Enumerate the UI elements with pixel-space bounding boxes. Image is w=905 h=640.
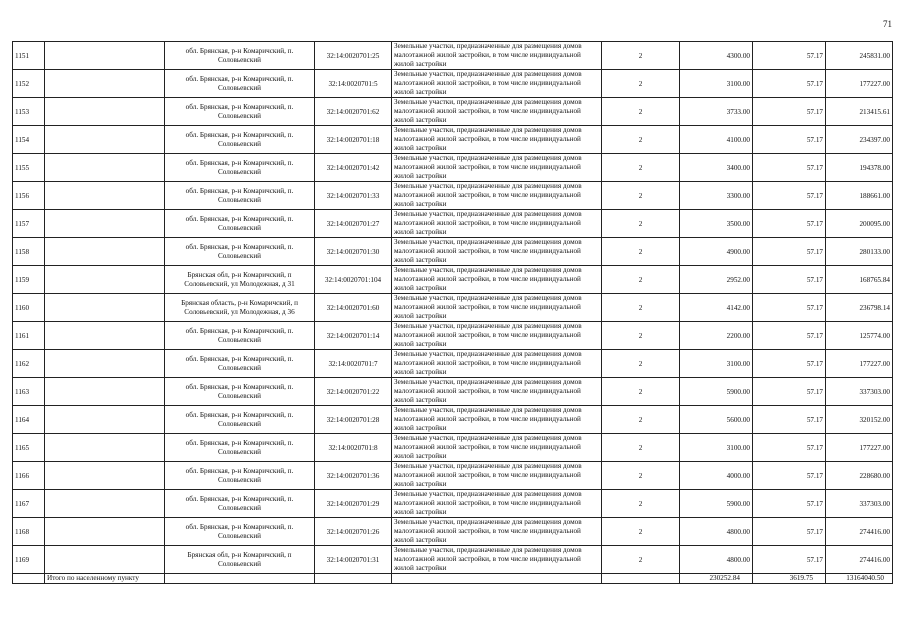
- row-land-use: Земельные участки, предназначенные для размещения домов малоэтажной жилой застройки, в том числе индивидуальной жилой застройки: [392, 294, 602, 322]
- row-area: 3500.00: [680, 210, 753, 238]
- row-address: обл. Брянская, р-н Комаричский, п. Соловьевский: [165, 210, 315, 238]
- row-category: 2: [602, 518, 680, 546]
- row-rate: 57.17: [753, 154, 826, 182]
- row-cadastral-value: 177227.00: [826, 70, 893, 98]
- row-address: обл. Брянская, р-н Комаричский, п. Соловьевский: [165, 518, 315, 546]
- row-address: обл. Брянская, р-н Комаричский, п. Соловьевский: [165, 434, 315, 462]
- row-land-use: Земельные участки, предназначенные для размещения домов малоэтажной жилой застройки, в том числе индивидуальной жилой застройки: [392, 210, 602, 238]
- row-cadastral-number: 32:14:0020701:29: [315, 490, 392, 518]
- row-cadastral-value: 168765.84: [826, 266, 893, 294]
- row-land-use: Земельные участки, предназначенные для размещения домов малоэтажной жилой застройки, в том числе индивидуальной жилой застройки: [392, 98, 602, 126]
- row-area: 4100.00: [680, 126, 753, 154]
- table-row: [13, 266, 893, 294]
- row-rate: 57.17: [753, 126, 826, 154]
- row-address: Брянская обл, р-н Комаричский, п Соловьевский: [165, 546, 315, 574]
- row-cadastral-number: 32:14:0020701:27: [315, 210, 392, 238]
- row-rate: 57.17: [753, 98, 826, 126]
- row-rate: 57.17: [753, 462, 826, 490]
- row-category: 2: [602, 294, 680, 322]
- total-rate: 3619.75: [753, 574, 826, 584]
- row-address: обл. Брянская, р-н Комаричский, п. Соловьевский: [165, 490, 315, 518]
- row-area: 3100.00: [680, 70, 753, 98]
- table-row: [13, 434, 893, 462]
- row-cadastral-number: 32:14:0020701:28: [315, 406, 392, 434]
- row-number: 1166: [13, 462, 45, 490]
- page-number: 71: [883, 19, 892, 29]
- row-address: обл. Брянская, р-н Комаричский, п. Соловьевский: [165, 70, 315, 98]
- row-land-use: Земельные участки, предназначенные для размещения домов малоэтажной жилой застройки, в том числе индивидуальной жилой застройки: [392, 378, 602, 406]
- total-area: 230252.84: [680, 574, 753, 584]
- table-body: [13, 42, 893, 574]
- row-address: обл. Брянская, р-н Комаричский, п. Соловьевский: [165, 182, 315, 210]
- row-cadastral-number: 32:14:0020701:30: [315, 238, 392, 266]
- row-category: 2: [602, 266, 680, 294]
- row-empty-cell: [45, 378, 165, 406]
- row-land-use: Земельные участки, предназначенные для размещения домов малоэтажной жилой застройки, в том числе индивидуальной жилой застройки: [392, 126, 602, 154]
- row-number: 1161: [13, 322, 45, 350]
- row-number: 1160: [13, 294, 45, 322]
- table-row: [13, 70, 893, 98]
- row-cadastral-number: 32:14:0020701:33: [315, 182, 392, 210]
- row-number: 1169: [13, 546, 45, 574]
- row-rate: 57.17: [753, 294, 826, 322]
- row-number: 1165: [13, 434, 45, 462]
- table-row: [13, 182, 893, 210]
- row-number: 1154: [13, 126, 45, 154]
- row-address: обл. Брянская, р-н Комаричский, п. Соловьевский: [165, 98, 315, 126]
- row-rate: 57.17: [753, 350, 826, 378]
- row-cadastral-value: 177227.00: [826, 434, 893, 462]
- row-category: 2: [602, 322, 680, 350]
- row-address: обл. Брянская, р-н Комаричский, п. Соловьевский: [165, 322, 315, 350]
- row-category: 2: [602, 350, 680, 378]
- total-row: [13, 574, 893, 584]
- row-cadastral-value: 320152.00: [826, 406, 893, 434]
- row-land-use: Земельные участки, предназначенные для размещения домов малоэтажной жилой застройки, в том числе индивидуальной жилой застройки: [392, 322, 602, 350]
- row-category: 2: [602, 98, 680, 126]
- row-area: 3733.00: [680, 98, 753, 126]
- row-area: 5600.00: [680, 406, 753, 434]
- row-address: обл. Брянская, р-н Комаричский, п. Соловьевский: [165, 378, 315, 406]
- row-land-use: Земельные участки, предназначенные для размещения домов малоэтажной жилой застройки, в том числе индивидуальной жилой застройки: [392, 154, 602, 182]
- row-cadastral-value: 280133.00: [826, 238, 893, 266]
- row-empty-cell: [45, 182, 165, 210]
- row-rate: 57.17: [753, 238, 826, 266]
- row-cadastral-number: 32:14:0020701:14: [315, 322, 392, 350]
- row-rate: 57.17: [753, 70, 826, 98]
- row-empty-cell: [45, 42, 165, 70]
- row-area: 3400.00: [680, 154, 753, 182]
- row-land-use: Земельные участки, предназначенные для размещения домов малоэтажной жилой застройки, в том числе индивидуальной жилой застройки: [392, 406, 602, 434]
- row-empty-cell: [45, 294, 165, 322]
- row-rate: 57.17: [753, 42, 826, 70]
- row-empty-cell: [45, 70, 165, 98]
- row-number: 1159: [13, 266, 45, 294]
- row-land-use: Земельные участки, предназначенные для размещения домов малоэтажной жилой застройки, в том числе индивидуальной жилой застройки: [392, 70, 602, 98]
- row-rate: 57.17: [753, 406, 826, 434]
- row-cadastral-number: 32:14:0020701:25: [315, 42, 392, 70]
- row-area: 3100.00: [680, 350, 753, 378]
- row-number: 1163: [13, 378, 45, 406]
- row-empty-cell: [45, 406, 165, 434]
- row-cadastral-number: 32:14:0020701:31: [315, 546, 392, 574]
- row-area: 5900.00: [680, 490, 753, 518]
- row-address: обл. Брянская, р-н Комаричский, п. Соловьевский: [165, 42, 315, 70]
- row-empty-cell: [45, 518, 165, 546]
- row-cadastral-value: 125774.00: [826, 322, 893, 350]
- row-cadastral-value: 228680.00: [826, 462, 893, 490]
- row-category: 2: [602, 238, 680, 266]
- row-number: 1158: [13, 238, 45, 266]
- table-row: [13, 294, 893, 322]
- row-number: 1168: [13, 518, 45, 546]
- row-number: 1162: [13, 350, 45, 378]
- table-row: [13, 98, 893, 126]
- table-row: [13, 518, 893, 546]
- row-category: 2: [602, 42, 680, 70]
- table-row: [13, 462, 893, 490]
- table-row: [13, 322, 893, 350]
- total-empty-cell: [602, 574, 680, 584]
- total-empty-cell: [315, 574, 392, 584]
- table-row: [13, 490, 893, 518]
- row-category: 2: [602, 546, 680, 574]
- row-empty-cell: [45, 98, 165, 126]
- row-area: 2200.00: [680, 322, 753, 350]
- cadastral-value-table: [12, 41, 893, 584]
- row-number: 1151: [13, 42, 45, 70]
- row-rate: 57.17: [753, 322, 826, 350]
- row-cadastral-value: 213415.61: [826, 98, 893, 126]
- row-area: 4900.00: [680, 238, 753, 266]
- row-empty-cell: [45, 210, 165, 238]
- row-land-use: Земельные участки, предназначенные для размещения домов малоэтажной жилой застройки, в том числе индивидуальной жилой застройки: [392, 462, 602, 490]
- table-row: [13, 238, 893, 266]
- row-empty-cell: [45, 154, 165, 182]
- row-cadastral-number: 32:14:0020701:8: [315, 434, 392, 462]
- row-rate: 57.17: [753, 378, 826, 406]
- table-row: [13, 350, 893, 378]
- row-land-use: Земельные участки, предназначенные для размещения домов малоэтажной жилой застройки, в том числе индивидуальной жилой застройки: [392, 42, 602, 70]
- row-empty-cell: [45, 238, 165, 266]
- row-category: 2: [602, 406, 680, 434]
- row-cadastral-number: 32:14:0020701:42: [315, 154, 392, 182]
- row-area: 3100.00: [680, 434, 753, 462]
- row-empty-cell: [45, 434, 165, 462]
- row-number: 1167: [13, 490, 45, 518]
- table-row: [13, 406, 893, 434]
- row-number: 1152: [13, 70, 45, 98]
- row-cadastral-number: 32:14:0020701:18: [315, 126, 392, 154]
- row-category: 2: [602, 378, 680, 406]
- row-number: 1153: [13, 98, 45, 126]
- row-number: 1164: [13, 406, 45, 434]
- row-address: обл. Брянская, р-н Комаричский, п. Соловьевский: [165, 406, 315, 434]
- row-cadastral-value: 188661.00: [826, 182, 893, 210]
- row-category: 2: [602, 462, 680, 490]
- row-area: 3300.00: [680, 182, 753, 210]
- row-cadastral-number: 32:14:0020701:36: [315, 462, 392, 490]
- row-address: обл. Брянская, р-н Комаричский, п. Соловьевский: [165, 238, 315, 266]
- row-cadastral-value: 236798.14: [826, 294, 893, 322]
- row-cadastral-number: 32:14:0020701:104: [315, 266, 392, 294]
- row-area: 4000.00: [680, 462, 753, 490]
- row-cadastral-number: 32:14:0020701:22: [315, 378, 392, 406]
- row-category: 2: [602, 182, 680, 210]
- row-rate: 57.17: [753, 490, 826, 518]
- row-empty-cell: [45, 350, 165, 378]
- row-empty-cell: [45, 490, 165, 518]
- row-cadastral-value: 274416.00: [826, 518, 893, 546]
- row-cadastral-value: 177227.00: [826, 350, 893, 378]
- row-rate: 57.17: [753, 266, 826, 294]
- row-address: Брянская обл, р-н Комаричский, п Соловьевский, ул Молодежная, д 31: [165, 266, 315, 294]
- row-rate: 57.17: [753, 210, 826, 238]
- total-empty-cell: [13, 574, 45, 584]
- row-cadastral-value: 245831.00: [826, 42, 893, 70]
- total-empty-cell: [392, 574, 602, 584]
- table-row: [13, 378, 893, 406]
- row-category: 2: [602, 434, 680, 462]
- row-land-use: Земельные участки, предназначенные для размещения домов малоэтажной жилой застройки, в том числе индивидуальной жилой застройки: [392, 518, 602, 546]
- row-area: 4142.00: [680, 294, 753, 322]
- row-empty-cell: [45, 462, 165, 490]
- table-row: [13, 42, 893, 70]
- row-cadastral-value: 337303.00: [826, 490, 893, 518]
- table-row: [13, 210, 893, 238]
- row-number: 1155: [13, 154, 45, 182]
- row-number: 1156: [13, 182, 45, 210]
- row-number: 1157: [13, 210, 45, 238]
- row-cadastral-value: 200095.00: [826, 210, 893, 238]
- row-land-use: Земельные участки, предназначенные для размещения домов малоэтажной жилой застройки, в том числе индивидуальной жилой застройки: [392, 490, 602, 518]
- row-land-use: Земельные участки, предназначенные для размещения домов малоэтажной жилой застройки, в том числе индивидуальной жилой застройки: [392, 182, 602, 210]
- row-area: 4800.00: [680, 546, 753, 574]
- row-cadastral-value: 234397.00: [826, 126, 893, 154]
- row-land-use: Земельные участки, предназначенные для размещения домов малоэтажной жилой застройки, в том числе индивидуальной жилой застройки: [392, 434, 602, 462]
- row-rate: 57.17: [753, 518, 826, 546]
- row-empty-cell: [45, 322, 165, 350]
- table-row: [13, 546, 893, 574]
- total-label: Итого по населенному пункту: [45, 574, 165, 584]
- row-area: 4800.00: [680, 518, 753, 546]
- table-row: [13, 126, 893, 154]
- row-rate: 57.17: [753, 182, 826, 210]
- row-rate: 57.17: [753, 546, 826, 574]
- row-cadastral-value: 274416.00: [826, 546, 893, 574]
- row-category: 2: [602, 126, 680, 154]
- total-value: 13164040.50: [826, 574, 893, 584]
- row-land-use: Земельные участки, предназначенные для размещения домов малоэтажной жилой застройки, в том числе индивидуальной жилой застройки: [392, 350, 602, 378]
- row-empty-cell: [45, 126, 165, 154]
- row-area: 4300.00: [680, 42, 753, 70]
- row-land-use: Земельные участки, предназначенные для размещения домов малоэтажной жилой застройки, в том числе индивидуальной жилой застройки: [392, 546, 602, 574]
- total-empty-cell: [165, 574, 315, 584]
- row-cadastral-number: 32:14:0020701:7: [315, 350, 392, 378]
- row-address: обл. Брянская, р-н Комаричский, п. Соловьевский: [165, 350, 315, 378]
- row-cadastral-value: 194378.00: [826, 154, 893, 182]
- row-area: 2952.00: [680, 266, 753, 294]
- row-address: обл. Брянская, р-н Комаричский, п. Соловьевский: [165, 462, 315, 490]
- row-empty-cell: [45, 266, 165, 294]
- row-empty-cell: [45, 546, 165, 574]
- row-cadastral-number: 32:14:0020701:62: [315, 98, 392, 126]
- row-address: Брянская область, р-н Комаричский, п Соловьевский, ул Молодежная, д 36: [165, 294, 315, 322]
- row-rate: 57.17: [753, 434, 826, 462]
- row-address: обл. Брянская, р-н Комаричский, п. Соловьевский: [165, 126, 315, 154]
- row-cadastral-number: 32:14:0020701:5: [315, 70, 392, 98]
- row-cadastral-value: 337303.00: [826, 378, 893, 406]
- row-address: обл. Брянская, р-н Комаричский, п. Соловьевский: [165, 154, 315, 182]
- row-land-use: Земельные участки, предназначенные для размещения домов малоэтажной жилой застройки, в том числе индивидуальной жилой застройки: [392, 266, 602, 294]
- row-category: 2: [602, 70, 680, 98]
- row-category: 2: [602, 210, 680, 238]
- row-land-use: Земельные участки, предназначенные для размещения домов малоэтажной жилой застройки, в том числе индивидуальной жилой застройки: [392, 238, 602, 266]
- row-cadastral-number: 32:14:0020701:26: [315, 518, 392, 546]
- table-row: [13, 154, 893, 182]
- row-category: 2: [602, 490, 680, 518]
- row-category: 2: [602, 154, 680, 182]
- row-area: 5900.00: [680, 378, 753, 406]
- row-cadastral-number: 32:14:0020701:60: [315, 294, 392, 322]
